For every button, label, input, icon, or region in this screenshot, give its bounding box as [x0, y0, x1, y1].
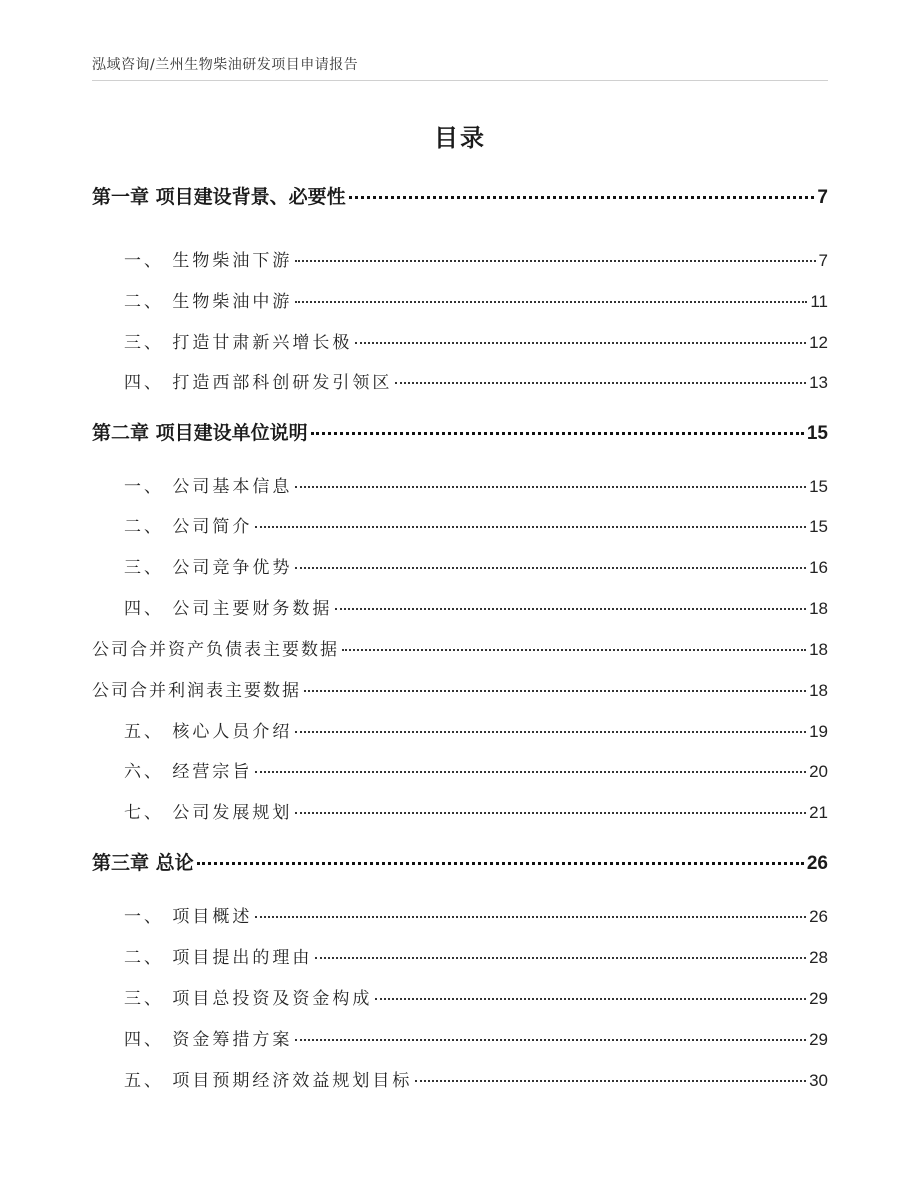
toc-entry-label: 二、 生物柴油中游 [124, 292, 293, 312]
toc-page-number: 13 [809, 373, 828, 392]
dot-leader [395, 382, 806, 384]
toc-page-number: 18 [809, 599, 828, 618]
dot-leader [349, 196, 815, 199]
toc-entry-label: 六、 经营宗旨 [124, 762, 253, 782]
toc-page-number: 15 [809, 477, 828, 496]
toc-page-number: 15 [806, 423, 828, 444]
toc-entry-label: 三、 打造甘肃新兴增长极 [124, 333, 353, 353]
dot-leader [295, 260, 815, 262]
dot-leader [355, 342, 806, 344]
toc-entry-label: 三、 公司竞争优势 [124, 558, 293, 578]
dot-leader [342, 649, 806, 651]
toc-entry-label: 二、 公司简介 [124, 517, 253, 537]
toc-section-entry[interactable] [124, 1025, 828, 1051]
toc-section-entry[interactable] [124, 1066, 828, 1092]
toc-subsection-entry[interactable] [92, 676, 828, 702]
toc-section-entry[interactable] [124, 246, 828, 272]
dot-leader [304, 690, 806, 692]
toc-page-number: 26 [809, 907, 828, 926]
toc-section-entry[interactable] [124, 287, 828, 313]
toc-section-entry[interactable] [124, 512, 828, 538]
toc-section-entry[interactable] [124, 328, 828, 354]
toc-page-number: 15 [809, 517, 828, 536]
toc-entry-label: 一、 项目概述 [124, 907, 253, 927]
toc-entry-label: 四、 资金筹措方案 [124, 1030, 293, 1050]
toc-page-number: 30 [809, 1071, 828, 1090]
dot-leader [295, 1039, 806, 1041]
toc-entry-label: 四、 打造西部科创研发引领区 [124, 373, 393, 393]
toc-entry-label: 第三章 总论 [92, 852, 194, 874]
dot-leader [335, 608, 806, 610]
toc-section-entry[interactable] [124, 943, 828, 969]
toc-page-number: 29 [809, 989, 828, 1008]
toc-entry-label: 公司合并利润表主要数据 [92, 681, 301, 701]
toc-entry-label: 一、 公司基本信息 [124, 477, 293, 497]
toc-entry-label: 公司合并资产负债表主要数据 [92, 640, 339, 660]
toc-page-number: 16 [809, 558, 828, 577]
toc-page-number: 7 [818, 251, 828, 270]
dot-leader [295, 731, 806, 733]
dot-leader [255, 526, 806, 528]
toc-page-number: 26 [806, 853, 828, 874]
toc-page-number: 7 [817, 187, 828, 208]
dot-leader [255, 916, 806, 918]
toc-section-entry[interactable] [124, 472, 828, 498]
toc-section-entry[interactable] [124, 594, 828, 620]
toc-entry-label: 第一章 项目建设背景、必要性 [92, 186, 346, 208]
toc-page-number: 18 [809, 640, 828, 659]
toc-page-number: 18 [809, 681, 828, 700]
toc-page-number: 19 [809, 722, 828, 741]
dot-leader [295, 567, 806, 569]
dot-leader [295, 301, 807, 303]
toc-section-entry[interactable] [124, 757, 828, 783]
page-title: 目录 [434, 124, 486, 152]
dot-leader [375, 998, 806, 1000]
toc-entry-label: 一、 生物柴油下游 [124, 251, 293, 271]
toc-entry-label: 二、 项目提出的理由 [124, 948, 313, 968]
dot-leader [315, 957, 806, 959]
toc-section-entry[interactable] [124, 798, 828, 824]
toc-section-entry[interactable] [124, 902, 828, 928]
dot-leader [311, 432, 804, 435]
toc-page-number: 11 [810, 292, 828, 311]
toc-section-entry[interactable] [124, 717, 828, 743]
toc-page-number: 28 [809, 948, 828, 967]
toc-page-number: 12 [809, 333, 828, 352]
toc-section-entry[interactable] [124, 984, 828, 1010]
dot-leader [295, 486, 806, 488]
toc-chapter-1[interactable] [92, 182, 828, 210]
toc-page-number: 20 [809, 762, 828, 781]
running-header: 泓域咨询/兰州生物柴油研发项目申请报告 [92, 57, 359, 73]
toc-page-number: 29 [809, 1030, 828, 1049]
dot-leader [295, 812, 806, 814]
header-divider [92, 80, 828, 81]
toc-chapter-2[interactable] [92, 418, 828, 446]
dot-leader [197, 862, 804, 865]
toc-entry-label: 五、 项目预期经济效益规划目标 [124, 1071, 413, 1091]
dot-leader [415, 1080, 806, 1082]
toc-entry-label: 第二章 项目建设单位说明 [92, 422, 308, 444]
toc-chapter-3[interactable] [92, 848, 828, 876]
toc-entry-label: 七、 公司发展规划 [124, 803, 293, 823]
toc-section-entry[interactable] [124, 368, 828, 394]
toc-entry-label: 五、 核心人员介绍 [124, 722, 293, 742]
toc-subsection-entry[interactable] [92, 635, 828, 661]
toc-entry-label: 三、 项目总投资及资金构成 [124, 989, 373, 1009]
toc-entry-label: 四、 公司主要财务数据 [124, 599, 333, 619]
toc-page-number: 21 [809, 803, 828, 822]
toc-section-entry[interactable] [124, 553, 828, 579]
dot-leader [255, 771, 806, 773]
